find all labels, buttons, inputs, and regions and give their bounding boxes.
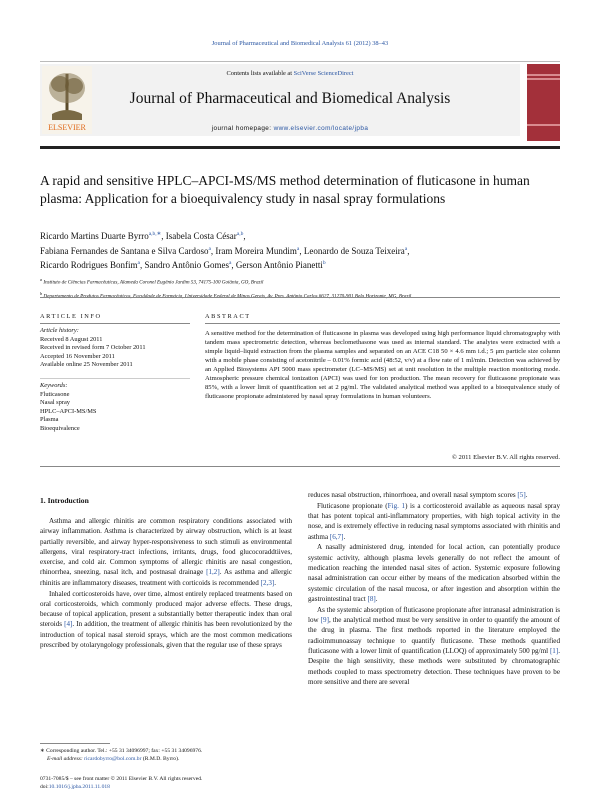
- divider: [40, 378, 190, 379]
- body-column-right: [308, 490, 560, 688]
- history-label: Article history:: [40, 327, 79, 334]
- journal-title: Journal of Pharmaceutical and Biomedical Analysis: [129, 90, 451, 107]
- keyword: Fluticasone: [40, 390, 70, 398]
- header-top-rule: [40, 61, 560, 62]
- citation-link[interactable]: [1,2]: [206, 568, 220, 577]
- citation-link[interactable]: [4]: [64, 620, 73, 629]
- history-item: Accepted 16 November 2011: [40, 352, 115, 360]
- author-name[interactable]: , Gerson Antônio Pianetti: [231, 260, 323, 271]
- divider: [40, 323, 190, 324]
- keyword: HPLC–APCI-MS/MS: [40, 407, 97, 415]
- author-name[interactable]: , Iram Moreira Mundim: [210, 245, 297, 256]
- paragraph: reduces nasal obstruction, rhinorrhoea, and overall nasal symptom scores [5].: [308, 491, 528, 499]
- author-separator: ,: [243, 231, 246, 241]
- author-name[interactable]: Fabiana Fernandes de Santana e Silva Cardoso: [40, 245, 209, 256]
- author-affiliation-marker[interactable]: b: [322, 260, 326, 267]
- author-affiliation-marker[interactable]: a,b: [236, 231, 244, 237]
- citation-link[interactable]: [6,7]: [329, 532, 344, 541]
- section-heading-introduction: 1. Introduction: [40, 496, 89, 505]
- author-name[interactable]: , Isabela Costa César: [161, 231, 237, 241]
- doi-link[interactable]: 10.1016/j.jpba.2011.11.018: [48, 783, 110, 790]
- sciencedirect-link[interactable]: SciVerse ScienceDirect: [293, 70, 354, 77]
- author-name[interactable]: , Sandro Antônio Gomes: [139, 260, 229, 271]
- doi-label: doi:: [40, 783, 49, 790]
- author-name[interactable]: Ricardo Martins Duarte Byrro: [40, 231, 149, 241]
- author-affiliation-marker[interactable]: a: [208, 245, 211, 252]
- affiliation-b: b: [40, 290, 43, 296]
- cover-stripe: [527, 124, 560, 126]
- history-item: Received in revised form 7 October 2011: [40, 344, 146, 352]
- keyword: Plasma: [40, 416, 59, 424]
- article-info-heading: ARTICLE INFO: [40, 313, 102, 320]
- email-link[interactable]: ricardobyrro@bol.com.br: [84, 755, 142, 762]
- citation-link[interactable]: [9]: [320, 616, 329, 625]
- author-name[interactable]: , Leonardo de Souza Teixeira: [299, 245, 405, 256]
- citation-link[interactable]: [1]: [549, 646, 559, 655]
- corresponding-author: ∗ Corresponding author. Tel.: +55 31 34096997; fax: +55 31 34096976.: [40, 748, 203, 754]
- author-affiliation-marker[interactable]: a: [404, 245, 408, 252]
- footnote-rule: [40, 743, 110, 744]
- paragraph: Inhaled corticosteroids have, over time, almost entirely replaced treatments based on oral corticosteroids, which commonly produced major adverse effects. These drugs, because of topical application, present a substantially better therapeutic index than oral steroids [4]. In addition, the treatment of allergic rhinitis has been revolutionized by the introduction of topical nasal steroid sprays, which are the most common medications prescribed by otolaryngology professionals, given that the regular use of these sprays: [40, 589, 293, 650]
- homepage-prefix: journal homepage:: [211, 125, 274, 132]
- author-affiliation-marker[interactable]: a,b,∗: [148, 231, 162, 237]
- citation-link[interactable]: [5]: [517, 491, 526, 499]
- journal-citation[interactable]: Journal of Pharmaceutical and Biomedical Analysis 61 (2012) 38–43: [211, 40, 389, 47]
- affiliation-a: $^a$ Instituto de Ciências Farmacêuticas, Alameda Coronel Eugênio Jardim 53, 74175-100 Goiânia, GO, Brazil: [40, 277, 264, 286]
- keywords-label: Keywords:: [40, 382, 68, 389]
- abstract-text: A sensitive method for the determination of fluticasone in plasma was developed using high performance liquid chromatography with tandem mass spectrometric detection, whereas beclomethasone was used as internal standard. The analytes were extracted with a simple liquid–liquid extraction from the plasma samples and separated on an ACE C18 50 × 4.6 mm i.d.; 5 μm particle size column with a mobile phase consisting of acetonitrile – 0.01% formic acid (48:52, v/v) at a flow rate of 1 ml/min. Detection was achieved by an Applied Biosystems API 5000 mass spectrometer (LC–MS/MS) set at unit resolution in the multiple reaction monitoring mode. Atmospheric pressure chemical ionization (APCI) was used for ion production. The mean recovery for fluticasone propionate was 85%, with a lower limit of quantification set at 2 pg/ml. The validated analytical method was applied to a bioequivalence study of fluticasone propionate administered by nasal spray formulations in human volunteers.: [205, 330, 560, 400]
- elsevier-logo-icon[interactable]: [42, 66, 92, 134]
- author-name[interactable]: Ricardo Rodrigues Bonfim: [40, 260, 138, 271]
- corresponding-author-footnote: ∗ Corresponding author. Tel.: +55 31 34096997; fax: +55 31 34096976. E-mail address: ricardobyrro@bol.com.br (R.M.D. Byrro).: [40, 748, 300, 763]
- body-column-left: [40, 516, 292, 651]
- author-affiliation-marker[interactable]: a: [296, 245, 300, 252]
- figure-link[interactable]: Fig. 1: [387, 501, 406, 510]
- keyword: Nasal spray: [40, 399, 70, 407]
- contents-line: [100, 70, 480, 77]
- citation-link[interactable]: [8]: [367, 594, 376, 603]
- copyright-notice: © 2011 Elsevier B.V. All rights reserved.: [451, 454, 560, 461]
- journal-cover-thumbnail[interactable]: [527, 64, 560, 141]
- elsevier-wordmark: ELSEVIER: [48, 123, 86, 132]
- author-line: [40, 257, 560, 272]
- cover-stripe: [527, 74, 560, 76]
- article-title: A rapid and sensitive HPLC–APCI-MS/MS method determination of fluticasone in human plasma: Application for a bioequivalency study in nasal spray formulations: [40, 173, 530, 206]
- citation-link[interactable]: [2,3]: [260, 578, 275, 587]
- abstract-heading: ABSTRACT: [205, 313, 251, 320]
- divider: [40, 297, 560, 298]
- author-affiliation-marker[interactable]: a: [228, 260, 232, 267]
- paragraph: A nasally administered drug, intended for local action, can potentially produce systemic activity, although plasma levels generally do not reflect the amount of medication reaching the intended nasal sites of action. Systemic exposure following nasal administration can occur either by means of the medication absorbed within the systemic circulation of the nasal mucosa, or after ingestion and absorption within the gastrointestinal tract [8].: [308, 543, 560, 603]
- paragraph: Asthma and allergic rhinitis are common respiratory conditions associated with airway inflammation. Asthma is characterized by airway obstruction, which is at least partially reversible, and airway hyper-responsiveness to such stimuli as environmental allergens, viral respiratory-tract infections, irritants, drugs, food glucocoraddtiives, exercise, and cold air. Common symptoms of allergic rhinitis are nasal congestion, rhinorrhea, sneezing, nasal itch, and postnasal drainage [1,2]. As asthma and allergic rhinitis are inflammatory diseases, treatment with corticoids is recommended [2,3].: [40, 517, 292, 587]
- author-affiliation-marker[interactable]: a: [137, 260, 140, 267]
- contents-prefix: Contents lists available at: [226, 70, 294, 77]
- history-item: Received 8 August 2011: [40, 335, 103, 343]
- author-separator: ,: [407, 245, 410, 256]
- divider: [205, 323, 560, 324]
- issn-line: 0731-7085/$ – see front matter © 2011 Elsevier B.V. All rights reserved.: [40, 776, 203, 782]
- paragraph: As the systemic absorption of fluticasone propionate after intranasal administration is low [9], the analytical method must be very sensitive in order to quantify the amount of the drug in plasma. The first methods reported in the literature employed the radioimmunoassay technique to quantify fluticasone. These methods quantified fluticasone with a lower limit of quantification (LLOQ) of approximately 500 pg/ml [1]. Despite the high sensitivity, these methods were substituted by chromatographic methods coupled to mass spectrometry detection. These techniques have proven to be more sensitive and there are several: [308, 605, 560, 686]
- article-history: [40, 327, 190, 370]
- keywords: [40, 382, 190, 434]
- history-item: Available online 25 November 2011: [40, 361, 133, 369]
- author-line: [40, 243, 560, 258]
- email-label: E-mail address:: [47, 755, 85, 762]
- cover-stripe: [527, 78, 560, 80]
- author-list: [40, 228, 560, 272]
- keyword: Bioequivalence: [40, 424, 80, 432]
- homepage-line: [100, 125, 480, 132]
- divider: [40, 466, 560, 467]
- paragraph: Fluticasone propionate (Fig. 1) is a corticosteroid available as aqueous nasal spray that has potent topical anti-inflammatory properties, with high topical activity in the nose, and is extremely effective in reducing nasal symptoms associated with rhinitis and asthma [6,7].: [308, 501, 560, 541]
- header-bottom-rule: [40, 146, 560, 149]
- front-matter-info: [40, 776, 300, 791]
- homepage-link[interactable]: www.elsevier.com/locate/jpba: [273, 125, 369, 132]
- author-line: [40, 228, 560, 243]
